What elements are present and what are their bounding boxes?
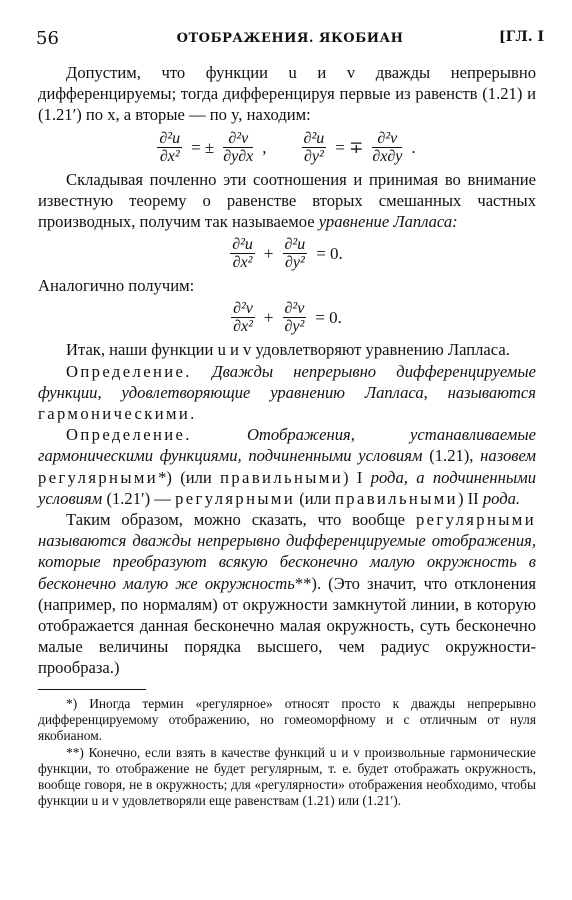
main-text bbox=[38, 62, 536, 810]
chapter-marker: [ГЛ. I bbox=[499, 29, 544, 45]
footnote-divider bbox=[38, 689, 146, 690]
fraction: $\frac{\text{∂²v}}{\partial y\partial x}$ bbox=[223, 129, 254, 165]
fraction: $\frac{\text{∂²u}}{\text{∂y²}}$ bbox=[303, 129, 325, 165]
running-header bbox=[36, 28, 544, 52]
paragraph-1: Допустим, что функции u и v дважды непрерывно дифференцируемы; тогда дифференцируя первые из равенств (1.21) и (1.21′) по x, а вторые — по y, находим: bbox=[38, 63, 536, 125]
paragraph-2: Складывая почленно эти соотношения и принимая во внимание известную теорему о равенстве вторых смешанных частных производных, получим так называемое уравнение Лапласа: bbox=[38, 169, 536, 232]
fraction: $\frac{\text{∂²v}}{\partial x\partial y}$ bbox=[372, 129, 403, 165]
paragraph-5: Таким образом, можно сказать, что вообще регулярными называются дважды непрерывно дифференцируемые отображения, которые преобразуют всякую бесконечно малую окружность в бесконечно малую же окружность**). (Это значит, что отклонения (например, по нормалям) от окружности замкнутой линии, в которую отображается данная бесконечно малая окружность, суть бесконечно малые величины порядка высшего, чем радиус окружности-прообраза.) bbox=[38, 510, 536, 678]
laplace-equation-v: $\frac{\text{∂²v}}{\text{∂x²}}$ + $\frac{\text{∂²v}}{\text{∂y²}}$ = 0. bbox=[233, 300, 342, 336]
definition-1: Определение. Дважды непрерывно дифференцируемые функции, удовлетворяющие уравнению Лапласа, называются гармоническими. bbox=[38, 361, 537, 424]
equation-1: $\frac{\text{∂²u}}{\text{∂x²}}$ = ± $\frac{\text{∂²v}}{\partial y\partial x}$ , $\frac{\text{∂²u}}{\text{∂y²}}$ = ∓ $\frac{\text{∂²v}}{\partial x\partial y}$ . bbox=[159, 129, 416, 165]
page-number: 56 bbox=[36, 28, 59, 49]
paragraph-4: Итак, наши функции u и v удовлетворяют уравнению Лапласа. bbox=[66, 340, 510, 360]
footnote-2: **) Конечно, если взять в качестве функций u и v произвольные гармонические функции, то отображение не будет регулярным, т. е. будет отображать окружность, вообще говоря, не в окружность; для «регулярности» отображения необходимо, чтобы функции u и v удовлетворяли еще равенствам (1.21) или (1.21′). bbox=[38, 744, 536, 809]
laplace-equation-u: $\frac{\text{∂²u}}{\text{∂x²}}$ + $\frac{\text{∂²u}}{\text{∂y²}}$ = 0. bbox=[232, 236, 343, 272]
footnotes bbox=[38, 696, 536, 810]
fraction: $\frac{\text{∂²u}}{\text{∂x²}}$ bbox=[159, 129, 181, 165]
definition-2: Определение. Отображения, устанавливаемые гармоническими функциями, подчиненными условиям (1.21), назовем регулярными*) (или правильными) I рода, а подчиненными условиям (1.21′) — регулярными (или правильными) II рода. bbox=[38, 425, 536, 508]
footnote-1: *) Иногда термин «регулярное» относят просто к дважды непрерывно дифференцируемому отображению, но гомеоморфному и с отличным от нуля якобианом. bbox=[38, 695, 536, 744]
paragraph-3: Аналогично получим: bbox=[38, 276, 195, 296]
running-title: ОТОБРАЖЕНИЯ. ЯКОБИАН bbox=[176, 31, 404, 46]
